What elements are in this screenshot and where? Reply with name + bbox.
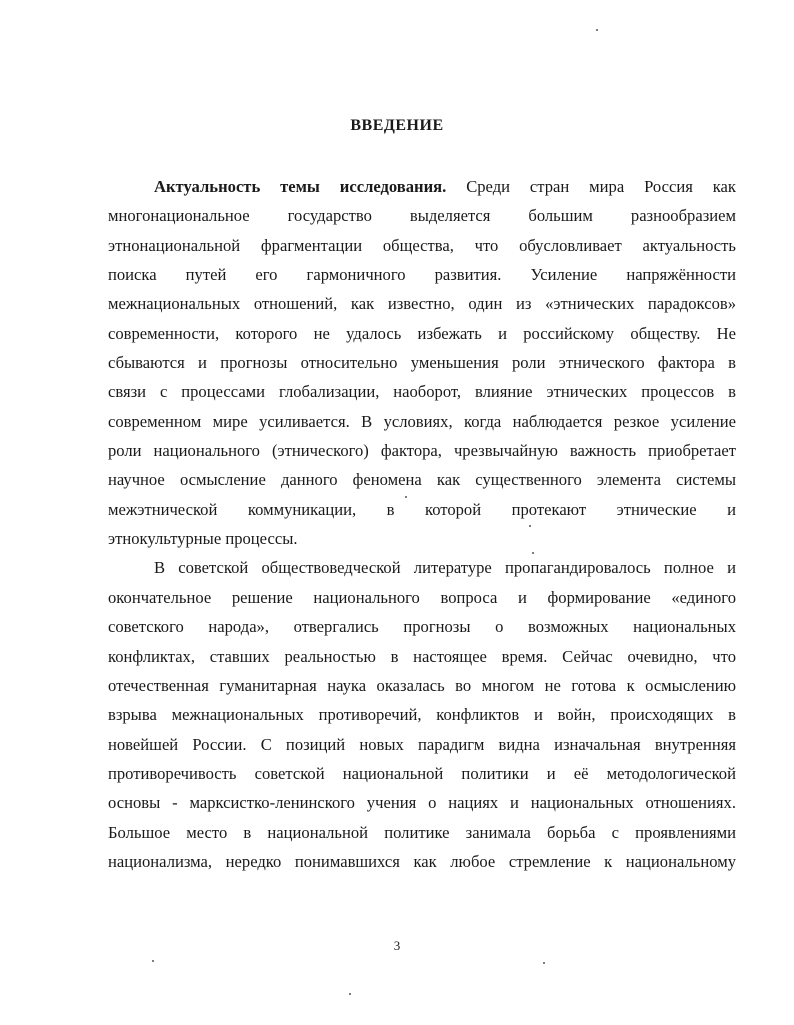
text-line: советского народа», отвергались прогнозы о возможных национальных [108,617,736,637]
text-line: противоречивость советской национальной политики и её методологической [108,763,736,783]
paragraph [108,172,736,553]
text-line: основы - марксистко-ленинского учения о нациях и национальных отношениях. [108,793,736,813]
scan-speck [405,496,407,498]
text-line: взрыва межнациональных противоречий, конфликтов и войн, происходящих в [108,705,736,725]
line-text: Среди стран мира Россия как [446,177,736,196]
text-line: связи с процессами глобализации, наоборот, влияние этнических процессов в [108,382,736,402]
page-title: ВВЕДЕНИЕ [350,117,444,134]
text-line: межэтнической коммуникации, в которой протекают этнические и [108,499,736,519]
text-line: новейшей России. С позиций новых парадигм видна изначальная внутренняя [108,734,736,754]
text-line: этнонациональной фрагментации общества, что обусловливает актуальность [108,235,736,255]
text-line: межнациональных отношений, как известно, один из «этнических парадоксов» [108,294,736,314]
scan-speck [349,993,351,995]
scan-speck [532,552,534,554]
lead-heading: Актуальность темы исследования. [154,177,447,196]
text-line: этнокультурные процессы. [108,529,298,549]
scan-speck [596,29,598,31]
text-line: роли национального (этнического) фактора, чрезвычайную важность приобретает [108,441,736,461]
text-line [108,172,736,201]
page-number: 3 [393,938,401,953]
text-line: современности, которого не удалось избежать и российскому обществу. Не [108,323,736,343]
scan-speck [529,525,531,527]
text-line: современном мире усиливается. В условиях, когда наблюдается резкое усиление [108,411,736,431]
text-line: сбываются и прогнозы относительно уменьшения роли этнического фактора в [108,353,736,373]
text-line: поиска путей его гармоничного развития. Усиление напряжённости [108,265,736,285]
scan-speck [152,960,154,962]
text-line: В советской обществоведческой литературе пропагандировалось полное и [154,558,736,578]
body-text [108,172,736,876]
text-line: Большое место в национальной политике занимала борьба с проявлениями [108,822,736,842]
text-line: конфликтах, ставших реальностью в настоящее время. Сейчас очевидно, что [108,646,736,666]
paragraph [108,553,736,876]
text-line: научное осмысление данного феномена как существенного элемента системы [108,470,736,490]
text-line: национализма, нередко понимавшихся как любое стремление к национальному [108,851,736,871]
text-line: многонациональное государство выделяется большим разнообразием [108,206,736,226]
text-line: окончательное решение национального вопроса и формирование «единого [108,587,736,607]
scan-speck [543,962,545,964]
text-line: отечественная гуманитарная наука оказалась во многом не готова к осмыслению [108,675,736,695]
